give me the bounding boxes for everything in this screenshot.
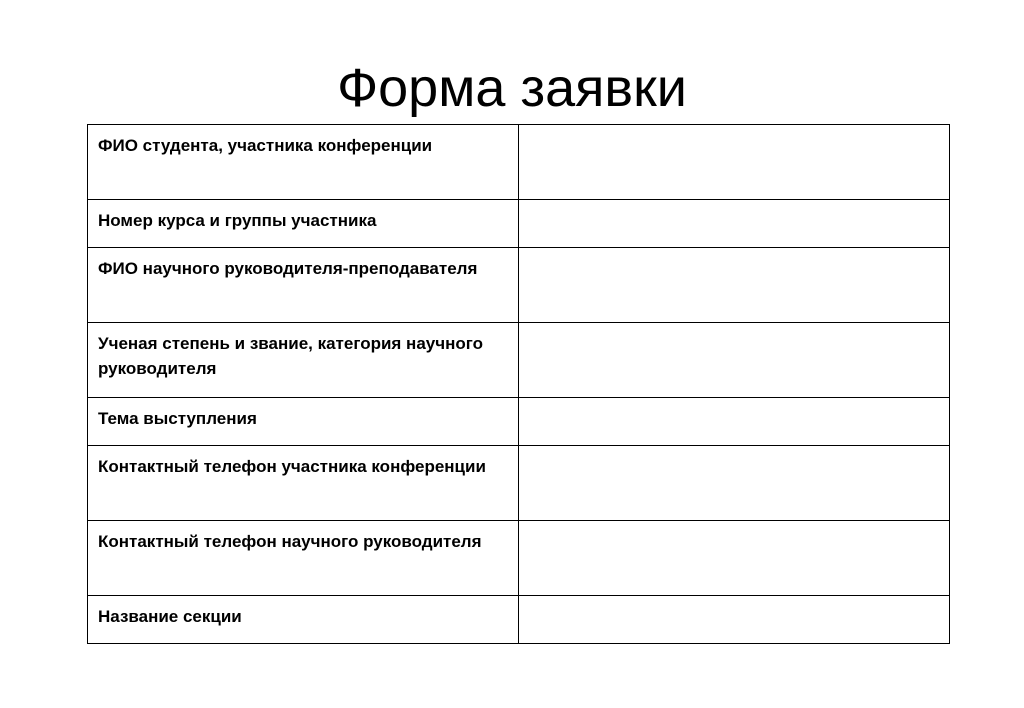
form-row-course-group [88, 200, 950, 248]
form-row-student-name [88, 125, 950, 200]
row-value-field[interactable] [519, 398, 950, 446]
row-label: ФИО студента, участника конференции [88, 125, 519, 200]
row-label: Контактный телефон участника конференции [88, 446, 519, 521]
row-label: Номер курса и группы участника [88, 200, 519, 248]
row-label: Тема выступления [88, 398, 519, 446]
form-row-section-name [88, 596, 950, 644]
row-value-field[interactable] [519, 248, 950, 323]
row-value-field[interactable] [519, 323, 950, 398]
row-label: ФИО научного руководителя-преподавателя [88, 248, 519, 323]
form-row-supervisor-degree [88, 323, 950, 398]
row-value-field[interactable] [519, 446, 950, 521]
row-value-field[interactable] [519, 125, 950, 200]
row-label: Контактный телефон научного руководителя [88, 521, 519, 596]
row-value-field[interactable] [519, 521, 950, 596]
form-row-participant-phone [88, 446, 950, 521]
form-row-supervisor-phone [88, 521, 950, 596]
row-value-field[interactable] [519, 596, 950, 644]
page-title: Форма заявки [337, 58, 687, 118]
application-form-table [87, 124, 950, 644]
form-row-topic [88, 398, 950, 446]
row-value-field[interactable] [519, 200, 950, 248]
form-row-supervisor-name [88, 248, 950, 323]
row-label: Ученая степень и звание, категория научного руководителя [88, 323, 519, 398]
row-label: Название секции [88, 596, 519, 644]
